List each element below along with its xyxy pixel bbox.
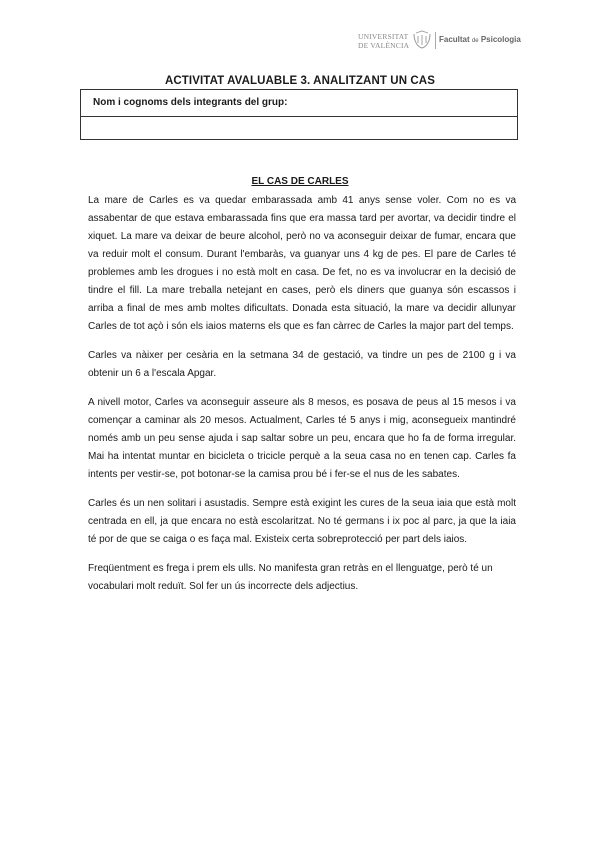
faculty-of: de	[471, 38, 479, 44]
faculty-prefix: Facultat	[439, 35, 470, 44]
faculty-name	[439, 35, 521, 44]
case-heading-text: EL CAS DE CARLES	[251, 176, 349, 187]
logo-divider	[435, 32, 436, 49]
case-heading	[80, 176, 520, 187]
university-seal-icon	[411, 30, 433, 50]
university-logo	[358, 30, 521, 54]
group-members-table	[80, 89, 518, 140]
case-paragraph: A nivell motor, Carles va aconseguir asseure als 8 mesos, es posava de peus al 15 mesos i va començar a caminar als 20 mesos. Actualment, Carles té 5 anys i mig, aconsegueix mantindré només amb un peu sense ajuda i sap saltar sobre un peu, encara que ho fa de forma irregular. Mai ha intentat muntar en bicicleta o tricicle perquè a la seua casa no en tenen cap. Carles fa intents per vestir-se, pot botonar-se la camisa prou bé i fer-se el nus de les sabates.	[88, 397, 516, 480]
case-paragraph: Carles és un nen solitari i asustadis. Sempre està exigint les cures de la seua iaia que està molt centrada en ell, ja que encara no està escolaritzat. No té germans i ix poc al parc, ja que la iaia té por de que se caiga o es faça mal. Existeix certa sobreprotecció per part dels iaios.	[88, 498, 516, 545]
university-name-line1: UNIVERSITAT	[358, 32, 409, 41]
group-members-label: Nom i cognoms dels integrants del grup:	[81, 90, 517, 117]
university-name-line2: DE VALÈNCIA	[358, 41, 410, 50]
case-paragraph: Carles va nàixer per cesària en la setmana 34 de gestació, va tindre un pes de 2100 g i va obtenir un 6 a l'escala Apgar.	[88, 350, 516, 379]
case-paragraph: Freqüentment es frega i prem els ulls. No manifesta gran retràs en el llenguatge, però té un vocabulari molt reduït. Sol fer un ús incorrecte dels adjectius.	[88, 563, 493, 592]
case-body	[88, 192, 516, 596]
faculty-label: Psicologia	[480, 35, 521, 44]
university-name	[358, 32, 409, 50]
case-paragraph: La mare de Carles es va quedar embarassada amb 41 anys sense voler. Com no es va assabentar de que estava embarassada fins que era massa tard per avortar, va decidir tindre el xiquet. La mare va deixar de beure alcohol, però no va aconseguir deixar de fumar, encara que va reduir molt el consum. Durant l'embaràs, va guanyar uns 4 kg de pes. El pare de Carles té problemes amb les drogues i no està molt en casa. De fet, no es va involucrar en la decisió de tindre el fill. La mare treballa netejant en cases, però els diners que guanya són escassos i arriba a final de mes amb moltes dificultats. Donada esta situació, la mare va decidir allunyar Carles de tot açò i són els iaios materns els que es fan càrrec de Carles la major part del temps.	[88, 195, 516, 332]
group-members-field[interactable]	[81, 117, 517, 139]
document-title: ACTIVITAT AVALUABLE 3. ANALITZANT UN CAS	[165, 75, 435, 87]
